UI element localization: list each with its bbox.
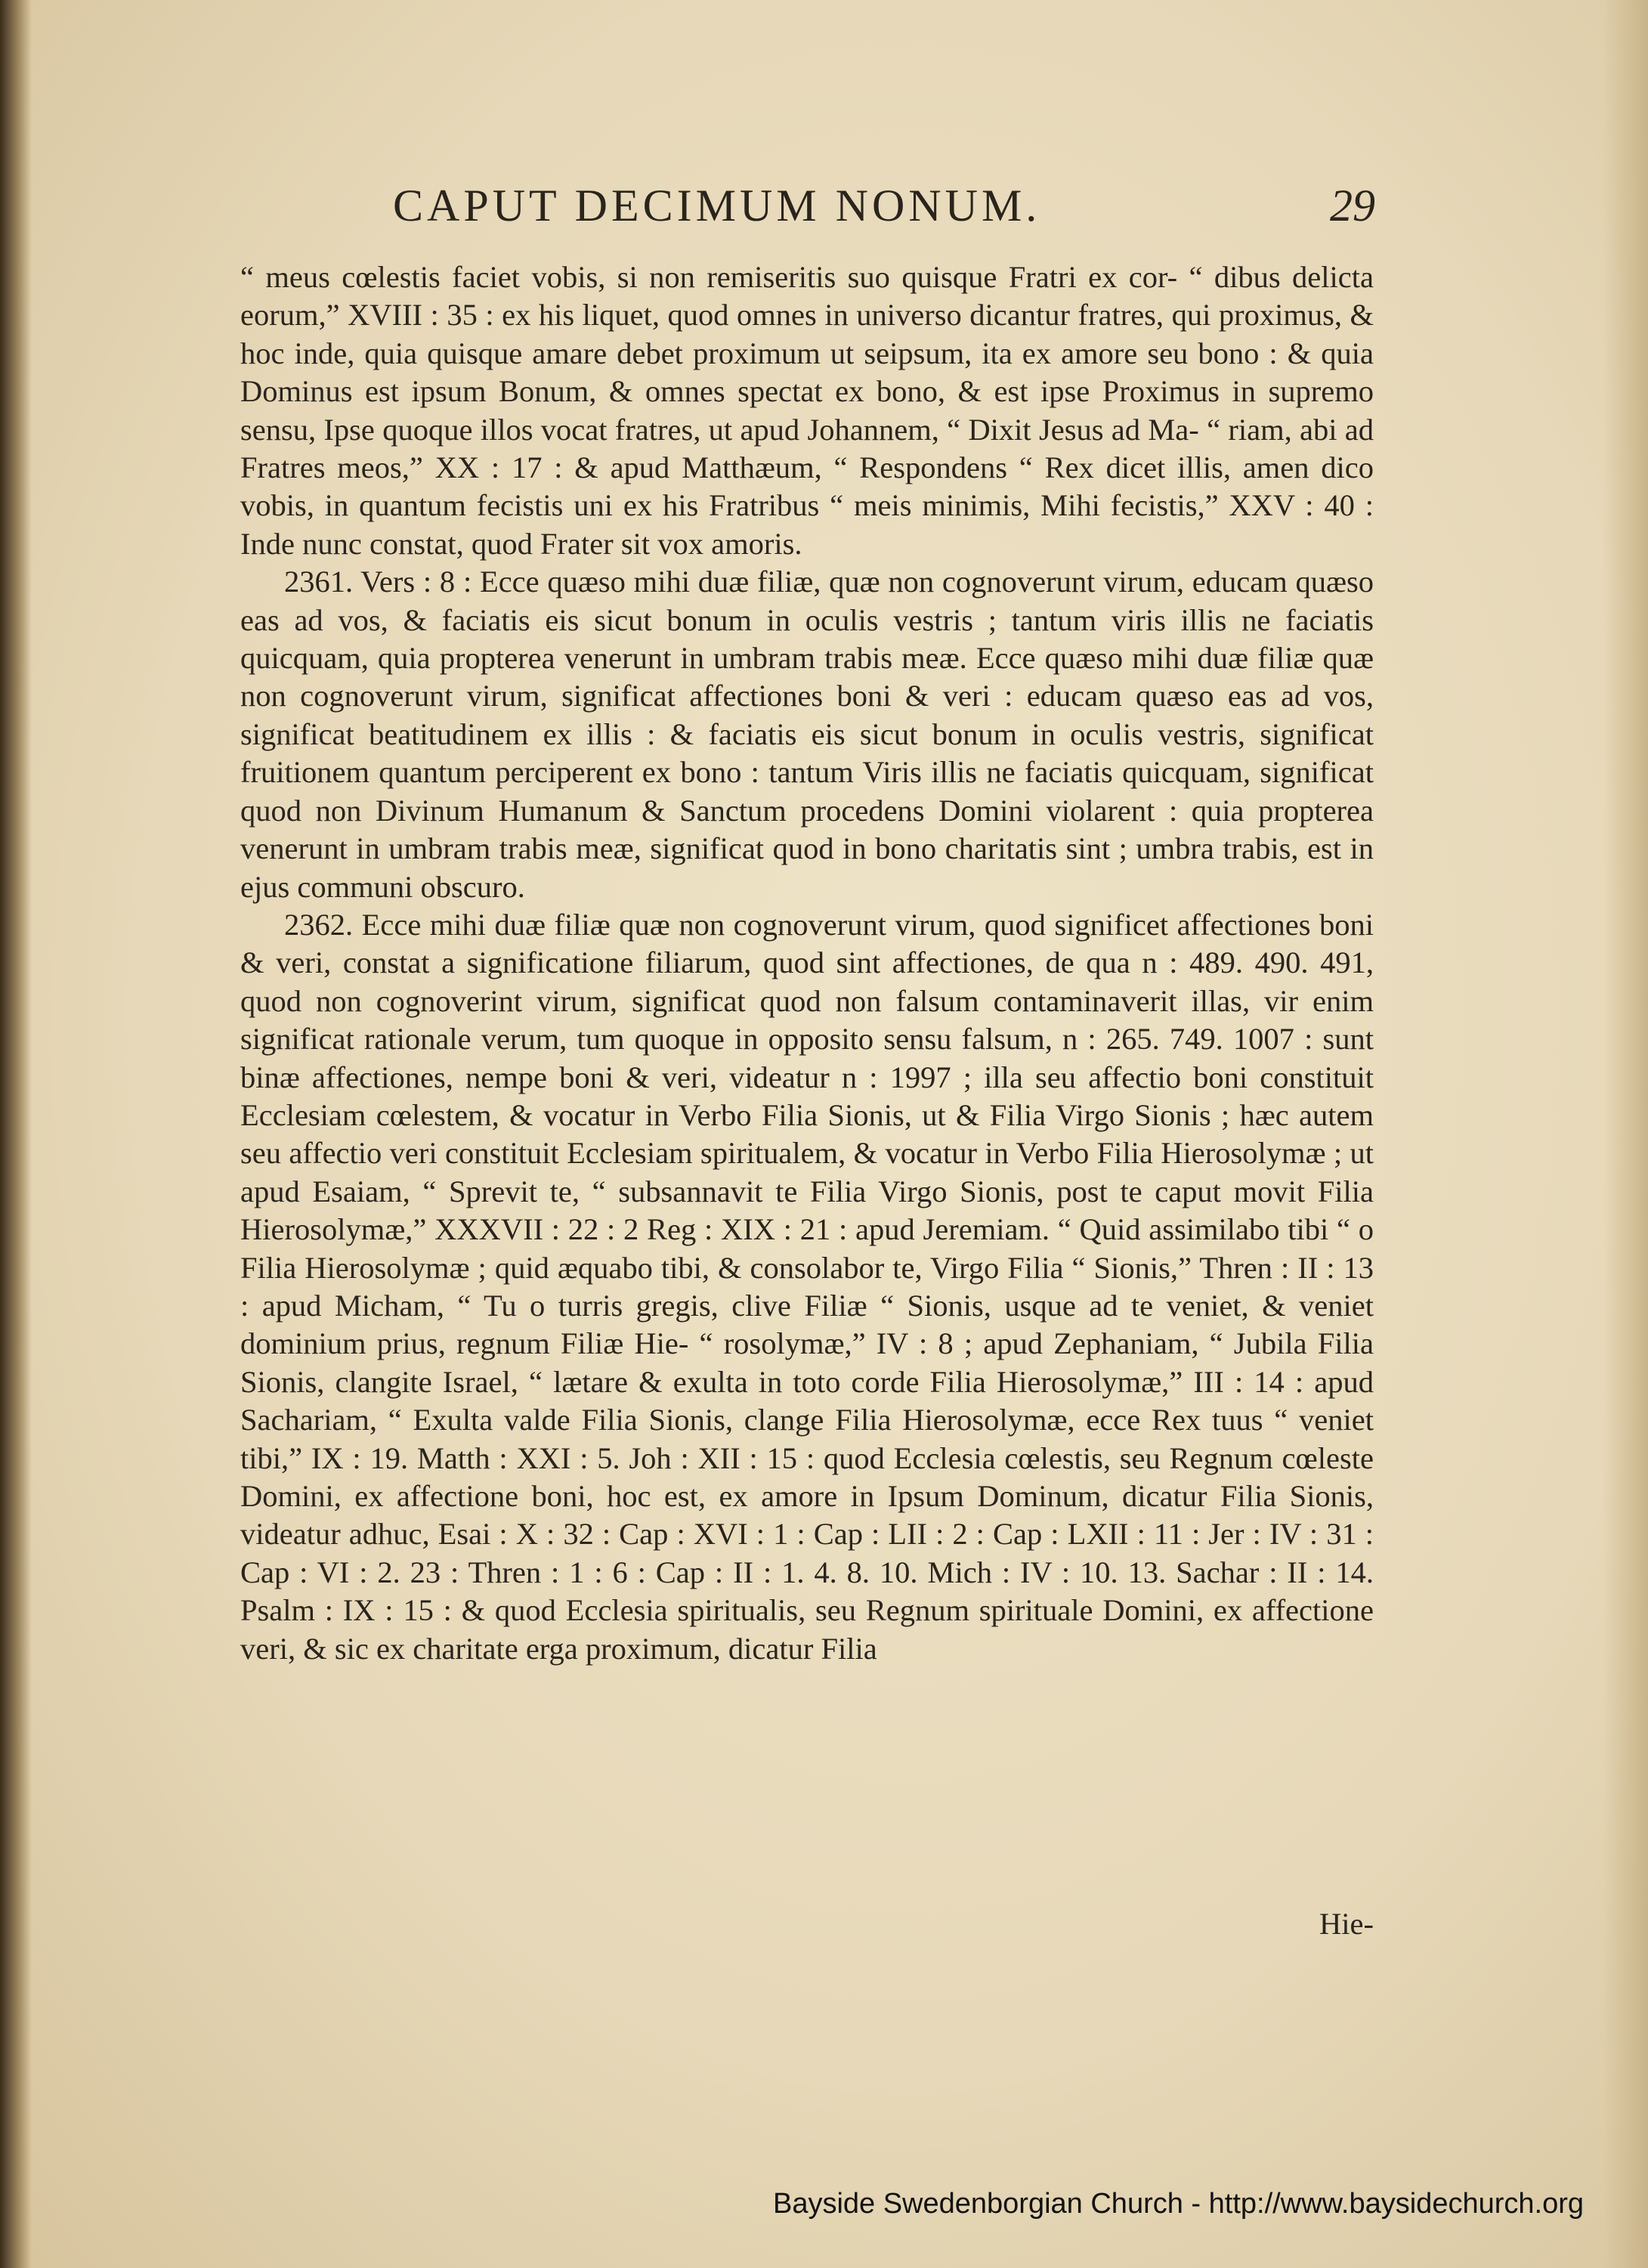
paragraph-2362: 2362. Ecce mihi duæ filiæ quæ non cognoverunt virum, quod significet affectiones boni & veri, constat a significatione filiarum, quod sint affectiones, de qua n : 489. 490. 491, quod non cognoverint virum, significat quod non falsum contaminaverit illas, vir enim significat rationale verum, tum quoque in opposito sensu falsum, n : 265. 749. 1007 : sunt binæ affectiones, nempe boni & veri, videatur n : 1997 ; illa seu affectio boni constituit Ecclesiam cœlestem, & vocatur in Verbo Filia Sionis, ut & Filia Virgo Sionis ; hæc autem seu affectio veri constituit Ecclesiam spiritualem, & vocatur in Verbo Filia Hierosolymæ ; ut apud Esaiam, “ Sprevit te, “ subsannavit te Filia Virgo Sionis, post te caput movit Filia Hierosolymæ,” XXXVII : 22 : 2 Reg : XIX : 21 : apud Jeremiam. “ Quid assimilabo tibi “ o Filia Hierosolymæ ; quid æquabo tibi, & consolabor te, Virgo Filia “ Sionis,” Thren : II : 13 : apud Micham, “ Tu o turris gregis, clive Filiæ “ Sionis, usque ad te veniet, & veniet dominium prius, regnum Filiæ Hie- “ rosolymæ,” IV : 8 ; apud Zephaniam, “ Jubila Filia Sionis, clangite Israel, “ lætare & exulta in toto corde Filia Hierosolymæ,” III : 14 : apud Sachariam, “ Exulta valde Filia Sionis, clange Filia Hierosolymæ, ecce Rex tuus “ veniet tibi,” IX : 19. Matth : XXI : 5. Joh : XII : 15 : quod Ecclesia cœlestis, seu Regnum cœleste Domini, ex affectione boni, hoc est, ex amore in Ipsum Dominum, dicatur Filia Sionis, videatur adhuc, Esai : X : 32 : Cap : XVI : 1 : Cap : LII : 2 : Cap : LXII : 11 : Jer : IV : 31 : Cap : VI : 2. 23 : Thren : 1 : 6 : Cap : II : 1. 4. 8. 10. Mich : IV : 10. 13. Sachar : II : 14. Psalm : IX : 15 : & quod Ecclesia spiritualis, seu Regnum spirituale Domini, ex affectione veri, & sic ex charitate erga proximum, dicatur Filia [240,907,1374,1666]
footer-credit: Bayside Swedenborgian Church - http://www.baysidechurch.org [772,2188,1584,2220]
page-number: 29 [1330,181,1375,231]
page-edge [1603,0,1648,2268]
paragraph-2361: 2361. Vers : 8 : Ecce quæso mihi duæ filiæ, quæ non cognoverunt virum, educam quæso eas ad vos, & faciatis eis sicut bonum in oculis vestris ; tantum viris illis ne faciatis quicquam, quia propterea venerunt in umbram trabis meæ. Ecce quæso mihi duæ filiæ quæ non cognoverunt virum, significat affectiones boni & veri : educam quæso eas ad vos, significat beatitudinem ex illis : & faciatis eis sicut bonum in oculis vestris, significat fruitionem quantum perciperent ex bono : tantum Viris illis ne faciatis quicquam, significat quod non Divinum Humanum & Sanctum procedens Domini violarent : quia propterea venerunt in umbram trabis meæ, significat quod in bono charitatis sint ; umbra trabis, est in ejus communi obscuro. [240,565,1374,904]
running-header [393,180,1375,240]
catchword: Hie- [1319,1907,1374,1941]
chapter-title: CAPUT DECIMUM NONUM. [393,181,1041,231]
body-text [240,258,1374,1668]
paragraph-continuation: “ meus cœlestis faciet vobis, si non remiseritis suo quisque Fratri ex cor- “ dibus delicta eorum,” XVIII : 35 : ex his liquet, quod omnes in universo dicantur fratres, qui proximus, & hoc inde, quia quisque amare debet proximum ut seipsum, ita ex amore seu bono : & quia Dominus est ipsum Bonum, & omnes spectat ex bono, & est ipse Proximus in supremo sensu, Ipse quoque illos vocat fratres, ut apud Johannem, “ Dixit Jesus ad Ma- “ riam, abi ad Fratres meos,” XX : 17 : & apud Matthæum, “ Respondens “ Rex dicet illis, amen dico vobis, in quantum fecistis uni ex his Fratribus “ meis minimis, Mihi fecistis,” XXV : 40 : Inde nunc constat, quod Frater sit vox amoris. [240,260,1374,561]
page-binding-shadow [0,0,32,2268]
